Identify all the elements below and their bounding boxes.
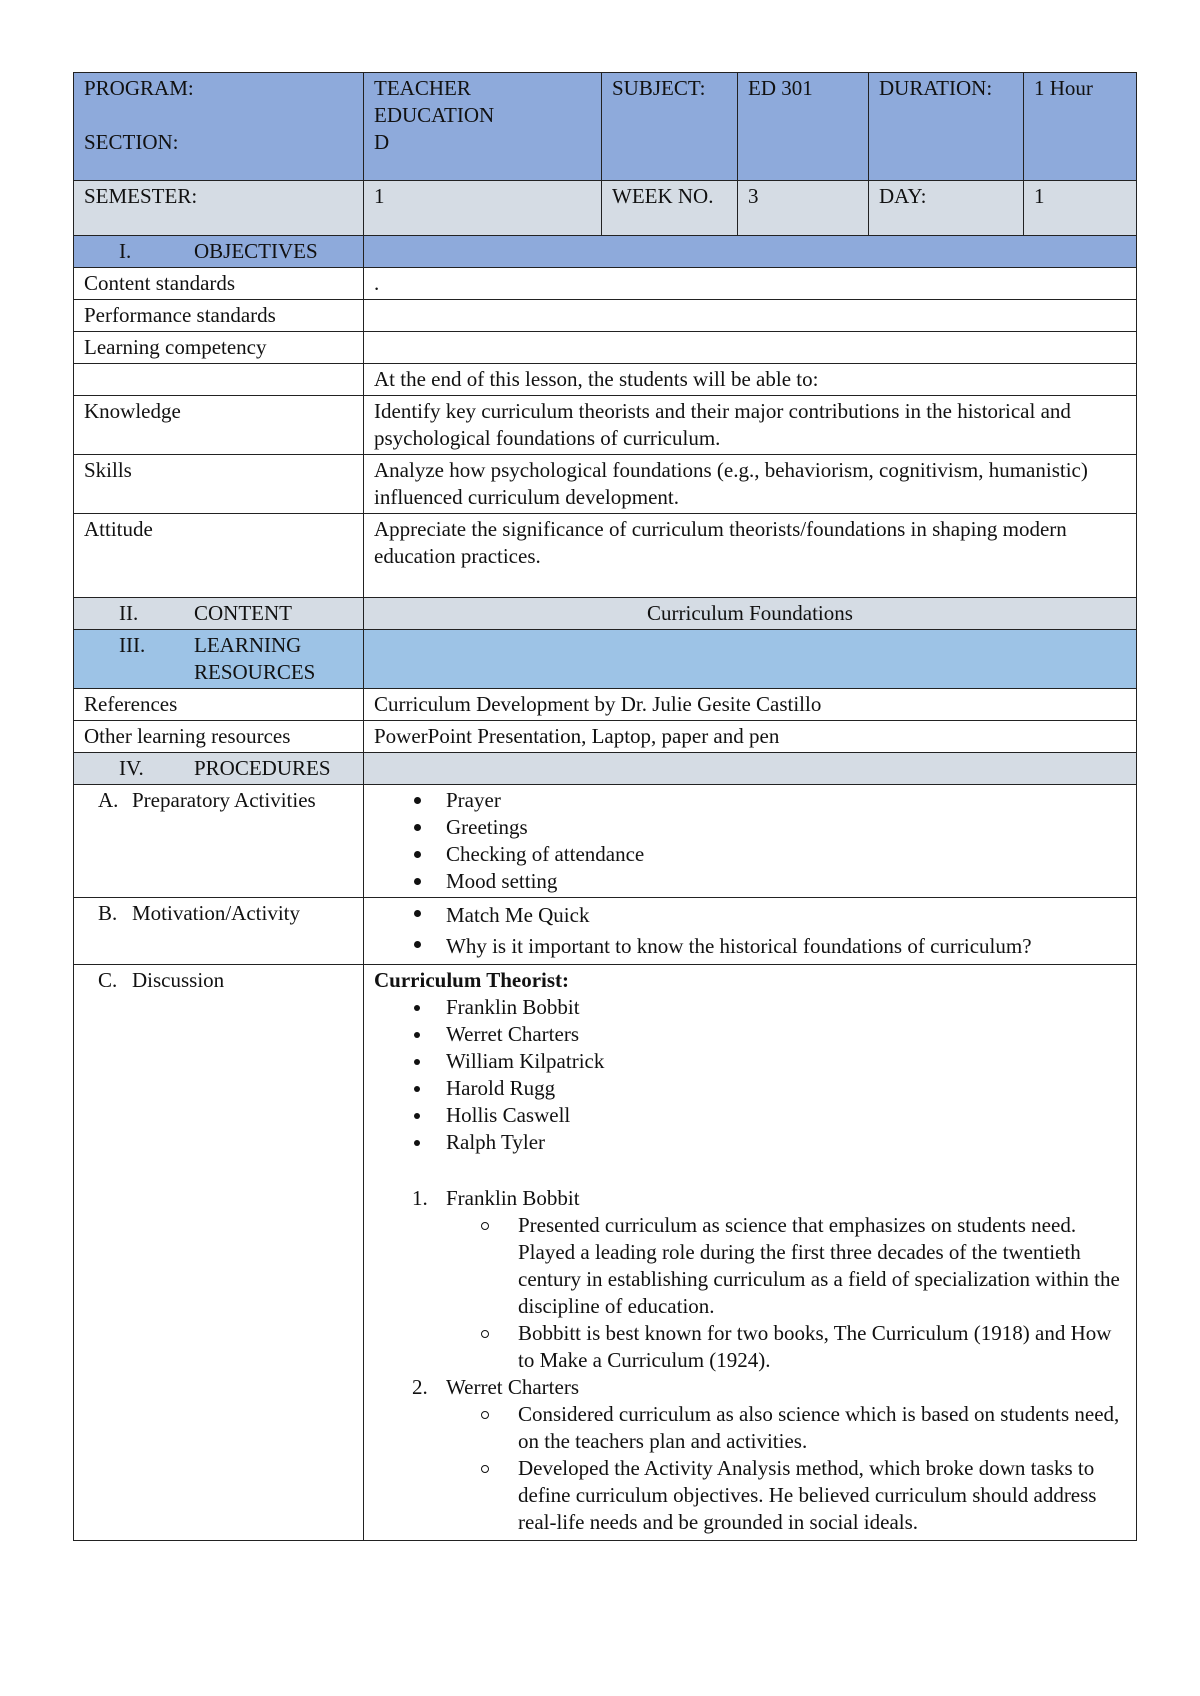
- list-item: Greetings: [374, 814, 1126, 841]
- list-item: Ralph Tyler: [374, 1129, 1126, 1156]
- discussion-content-cell: [364, 965, 1137, 1541]
- list-item: [374, 1185, 1126, 1374]
- motivation-cell: [74, 898, 364, 965]
- other-resources-value: PowerPoint Presentation, Laptop, paper and pen: [364, 721, 1137, 753]
- learning-competency-label: Learning competency: [74, 332, 364, 364]
- references-value: Curriculum Development by Dr. Julie Gesite Castillo: [364, 689, 1137, 721]
- knowledge-label: Knowledge: [74, 396, 364, 455]
- knowledge-value: Identify key curriculum theorists and their major contributions in the historical and psychological foundations of curriculum.: [364, 396, 1137, 455]
- resources-title-line1: LEARNING: [194, 633, 302, 657]
- preparatory-row: [74, 785, 1137, 898]
- list-item: Checking of attendance: [374, 841, 1126, 868]
- list-item: Mood setting: [374, 868, 1126, 895]
- motivation-list: [374, 900, 1126, 962]
- list-item: Match Me Quick: [374, 900, 1126, 931]
- section-label: SECTION:: [84, 130, 179, 154]
- list-item: Considered curriculum as also science which is based on students need, on the teachers plan and activities.: [446, 1401, 1126, 1455]
- program-value: TEACHER EDUCATION: [374, 76, 495, 127]
- content-standards-label: Content standards: [74, 268, 364, 300]
- day-value: 1: [1024, 181, 1137, 236]
- procedures-num: IV.: [119, 756, 144, 780]
- resources-header-blank: [364, 630, 1137, 689]
- subject-value: ED 301: [738, 73, 869, 181]
- attitude-label: Attitude: [74, 514, 364, 598]
- detail-points: [446, 1401, 1126, 1536]
- semester-row: [74, 181, 1137, 236]
- content-standards-row: [74, 268, 1137, 300]
- objectives-heading: [74, 236, 364, 268]
- detail-name: Werret Charters: [446, 1375, 579, 1399]
- content-standards-value: .: [364, 268, 1137, 300]
- list-item: Hollis Caswell: [374, 1102, 1126, 1129]
- list-item: Franklin Bobbit: [374, 994, 1126, 1021]
- preparatory-letter: A.: [98, 788, 119, 812]
- discussion-row: [74, 965, 1137, 1541]
- list-item: William Kilpatrick: [374, 1048, 1126, 1075]
- objectives-intro-blank: [74, 364, 364, 396]
- objectives-num: I.: [119, 239, 132, 263]
- procedures-heading: [74, 753, 364, 785]
- objectives-intro-row: [74, 364, 1137, 396]
- program-section-labels: [74, 73, 364, 181]
- objectives-header-row: [74, 236, 1137, 268]
- discussion-label: Discussion: [132, 968, 225, 992]
- resources-header-row: [74, 630, 1137, 689]
- skills-row: [74, 455, 1137, 514]
- program-section-values: [364, 73, 602, 181]
- subject-label: SUBJECT:: [602, 73, 738, 181]
- discussion-cell: [74, 965, 364, 1541]
- preparatory-cell: [74, 785, 364, 898]
- list-item: Presented curriculum as science that emphasizes on students need. Played a leading role during the first three decades of the twentieth century in establishing curriculum as a field of specialization within the discipline of education.: [446, 1212, 1126, 1320]
- content-title: CONTENT: [194, 601, 292, 625]
- list-item: Harold Rugg: [374, 1075, 1126, 1102]
- list-item: Developed the Activity Analysis method, which broke down tasks to define curriculum objectives. He believed curriculum should address real-life needs and be grounded in social ideals.: [446, 1455, 1126, 1536]
- semester-value: 1: [364, 181, 602, 236]
- preparatory-items-cell: [364, 785, 1137, 898]
- detail-name: Franklin Bobbit: [446, 1186, 580, 1210]
- other-resources-label: Other learning resources: [74, 721, 364, 753]
- theorist-details: [374, 1185, 1126, 1536]
- procedures-title: PROCEDURES: [194, 756, 331, 780]
- objectives-title: OBJECTIVES: [194, 239, 318, 263]
- content-row: [74, 598, 1137, 630]
- skills-label: Skills: [74, 455, 364, 514]
- content-heading: [74, 598, 364, 630]
- references-row: [74, 689, 1137, 721]
- motivation-items-cell: [364, 898, 1137, 965]
- content-num: II.: [119, 601, 139, 625]
- list-item: [374, 1374, 1126, 1536]
- day-label: DAY:: [869, 181, 1024, 236]
- week-value: 3: [738, 181, 869, 236]
- program-label: PROGRAM:: [84, 76, 194, 100]
- other-resources-row: [74, 721, 1137, 753]
- week-label: WEEK NO.: [602, 181, 738, 236]
- resources-num: III.: [119, 633, 146, 657]
- detail-number: 1.: [412, 1186, 428, 1210]
- theorist-list: [374, 994, 1126, 1156]
- list-item: Bobbitt is best known for two books, The Curriculum (1918) and How to Make a Curriculum (1924).: [446, 1320, 1126, 1374]
- procedures-header-blank: [364, 753, 1137, 785]
- references-label: References: [74, 689, 364, 721]
- semester-label: SEMESTER:: [74, 181, 364, 236]
- objectives-intro: At the end of this lesson, the students will be able to:: [364, 364, 1137, 396]
- header-row: [74, 73, 1137, 181]
- knowledge-row: [74, 396, 1137, 455]
- motivation-letter: B.: [98, 901, 118, 925]
- learning-competency-row: [74, 332, 1137, 364]
- performance-standards-value: [364, 300, 1137, 332]
- detail-points: [446, 1212, 1126, 1374]
- motivation-label: Motivation/Activity: [132, 901, 300, 925]
- resources-title-line2: RESOURCES: [194, 660, 316, 684]
- discussion-heading: Curriculum Theorist:: [374, 968, 570, 992]
- performance-standards-label: Performance standards: [74, 300, 364, 332]
- procedures-header-row: [74, 753, 1137, 785]
- preparatory-label: Preparatory Activities: [132, 788, 316, 812]
- list-item: Prayer: [374, 787, 1126, 814]
- attitude-value: Appreciate the significance of curriculum theorists/foundations in shaping modern education practices.: [364, 514, 1137, 598]
- duration-value: 1 Hour: [1024, 73, 1137, 181]
- duration-label: DURATION:: [869, 73, 1024, 181]
- performance-standards-row: [74, 300, 1137, 332]
- detail-number: 2.: [412, 1375, 428, 1399]
- objectives-header-blank: [364, 236, 1137, 268]
- skills-value: Analyze how psychological foundations (e.g., behaviorism, cognitivism, humanistic) influenced curriculum development.: [364, 455, 1137, 514]
- motivation-row: [74, 898, 1137, 965]
- discussion-letter: C.: [98, 968, 118, 992]
- attitude-row: [74, 514, 1137, 598]
- learning-competency-value: [364, 332, 1137, 364]
- lesson-plan-table: [73, 72, 1137, 1541]
- list-item: Werret Charters: [374, 1021, 1126, 1048]
- content-value: Curriculum Foundations: [364, 598, 1137, 630]
- resources-heading: [74, 630, 364, 689]
- list-item: Why is it important to know the historical foundations of curriculum?: [374, 931, 1126, 962]
- section-value: D: [374, 130, 390, 154]
- preparatory-list: [374, 787, 1126, 895]
